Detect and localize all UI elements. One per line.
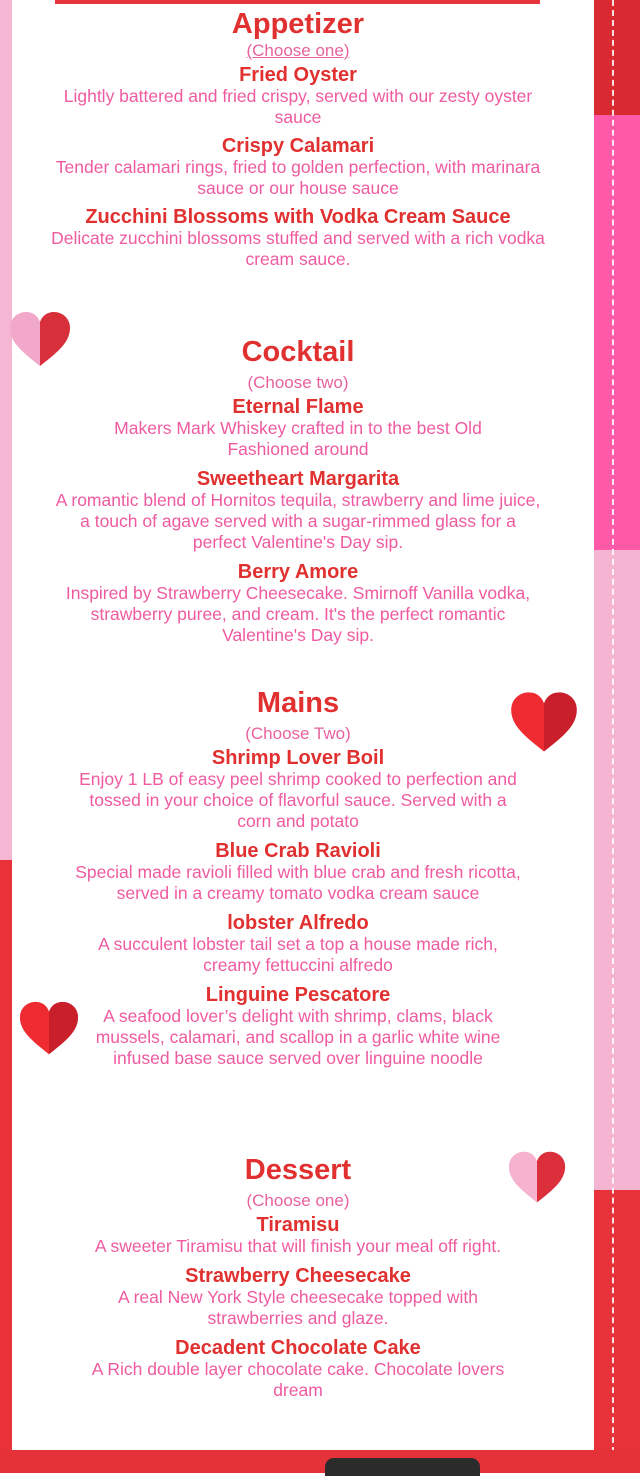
item-description: Inspired by Strawberry Cheesecake. Smirnoff Vanilla vodka, strawberry puree, and cream. It's the perfect romantic Valentine's Day sip. <box>65 583 531 645</box>
section-note: (Choose one) <box>246 1191 350 1210</box>
item-name: Strawberry Cheesecake <box>185 1265 411 1287</box>
item-name: Crispy Calamari <box>221 135 375 157</box>
section-note: (Choose one) <box>246 41 350 60</box>
heart-icon <box>507 688 581 758</box>
item-name: Eternal Flame <box>232 396 364 418</box>
right-border-stripes <box>592 0 640 1473</box>
item-description: Tender calamari rings, fried to golden perfection, with marinara sauce or our house sauce <box>55 157 541 198</box>
section-title: Dessert <box>244 1154 352 1186</box>
item-description: Special made ravioli filled with blue crab and fresh ricotta, served in a creamy tomato vodka cream sauce <box>75 862 521 903</box>
item-description: A real New York Style cheesecake topped with strawberries and glaze. <box>118 1287 478 1328</box>
item-name: Linguine Pescatore <box>205 984 391 1006</box>
item-description: Enjoy 1 LB of easy peel shrimp cooked to perfection and tossed in your choice of flavorful sauce. Served with a corn and potato <box>79 769 517 831</box>
heart-icon <box>507 1148 567 1208</box>
section-title: Appetizer <box>231 8 365 40</box>
item-description: A Rich double layer chocolate cake. Chocolate lovers dream <box>91 1359 505 1400</box>
item-description: A sweeter Tiramisu that will finish your meal off right. <box>94 1236 502 1256</box>
left-border-red <box>0 860 12 1473</box>
section-mains <box>40 688 556 1069</box>
section-note: (Choose two) <box>247 373 349 392</box>
item-name: Blue Crab Ravioli <box>215 840 381 862</box>
item-name: Fried Oyster <box>239 64 357 86</box>
heart-icon <box>18 998 80 1060</box>
section-appetizer <box>40 9 556 270</box>
item-name: Sweetheart Margarita <box>196 468 400 490</box>
heart-icon <box>8 308 72 372</box>
bottom-accent-bar <box>0 1450 640 1473</box>
section-dessert <box>40 1155 556 1401</box>
item-description: Delicate zucchini blossoms stuffed and served with a rich vodka cream sauce. <box>51 228 545 269</box>
item-name: Zucchini Blossoms with Vodka Cream Sauce <box>85 206 511 228</box>
item-name: Shrimp Lover Boil <box>211 747 385 769</box>
dashed-stitch-line <box>612 0 614 1473</box>
bottom-dark-tab <box>325 1458 480 1476</box>
top-accent-bar <box>55 0 540 4</box>
section-title: Cocktail <box>241 336 355 368</box>
item-name: Decadent Chocolate Cake <box>175 1337 421 1359</box>
item-description: Lightly battered and fried crispy, served with our zesty oyster sauce <box>63 86 533 127</box>
item-description: A romantic blend of Hornitos tequila, strawberry and lime juice, a touch of agave served with a sugar-rimmed glass for a perfect Valentine's Day sip. <box>55 490 541 552</box>
section-title: Mains <box>256 687 340 719</box>
item-name: lobster Alfredo <box>227 912 369 934</box>
section-note: (Choose Two) <box>245 724 351 743</box>
item-description: A seafood lover’s delight with shrimp, clams, black mussels, calamari, and scallop in a garlic white wine infused base sauce served over linguine noodle <box>95 1006 501 1068</box>
section-cocktail <box>40 337 556 646</box>
item-description: Makers Mark Whiskey crafted in to the best Old Fashioned around <box>114 418 482 459</box>
item-name: Berry Amore <box>237 561 359 583</box>
item-name: Tiramisu <box>256 1214 340 1236</box>
item-description: A succulent lobster tail set a top a house made rich, creamy fettuccini alfredo <box>98 934 498 975</box>
left-border-pink <box>0 0 12 860</box>
